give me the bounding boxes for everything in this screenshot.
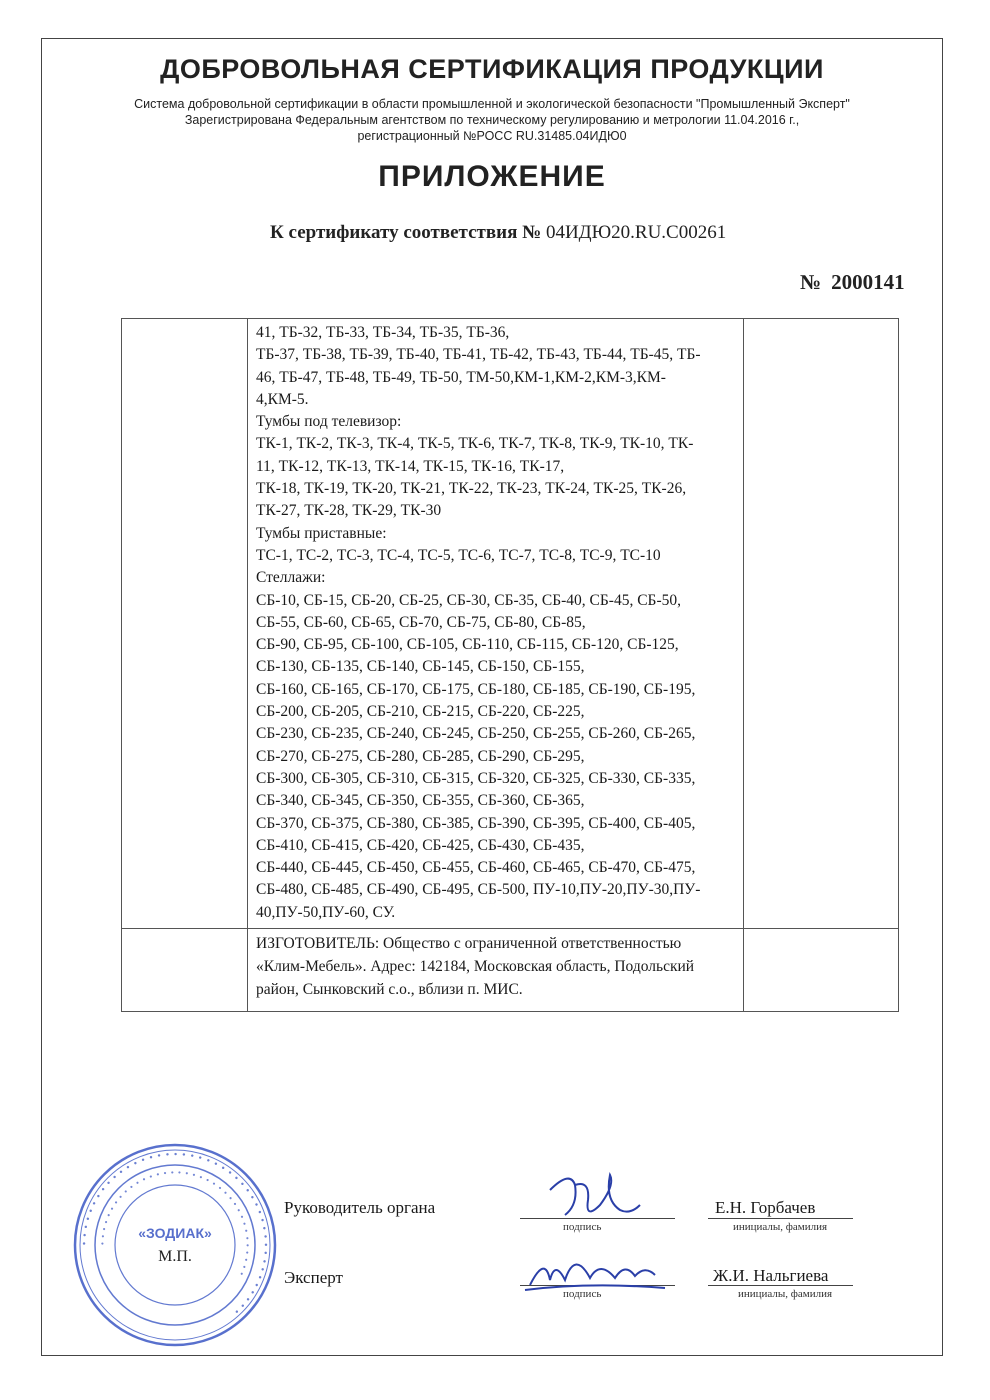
product-line: ТК-18, ТК-19, ТК-20, ТК-21, ТК-22, ТК-23, ТК-24, ТК-25, ТК-26, bbox=[256, 480, 687, 498]
product-line: СБ-440, СБ-445, СБ-450, СБ-455, СБ-460, СБ-465, СБ-470, СБ-475, bbox=[256, 859, 696, 877]
certificate-number: 04ИДЮ20.RU.С00261 bbox=[545, 222, 727, 243]
stamp-mp-label: М.П. bbox=[158, 1248, 192, 1265]
head-of-body-label: Руководитель органа bbox=[284, 1198, 436, 1217]
product-line: СБ-410, СБ-415, СБ-420, СБ-425, СБ-430, СБ-435, bbox=[256, 836, 585, 854]
table-divider-row bbox=[122, 928, 898, 929]
form-number-value: 2000141 bbox=[831, 270, 905, 294]
product-line: СБ-480, СБ-485, СБ-490, СБ-495, СБ-500, ПУ-10,ПУ-20,ПУ-30,ПУ- bbox=[256, 881, 701, 899]
system-line-3: регистрационный №РОСС RU.31485.04ИДЮ0 bbox=[357, 129, 627, 143]
manufacturer-line: район, Сынковский с.о., вблизи п. МИС. bbox=[256, 981, 523, 998]
products-list bbox=[256, 322, 746, 924]
product-line: ТС-1, ТС-2, ТС-3, ТС-4, ТС-5, ТС-6, ТС-7, ТС-8, ТС-9, ТС-10 bbox=[256, 546, 661, 564]
product-line: 40,ПУ-50,ПУ-60, СУ. bbox=[256, 903, 396, 921]
form-number bbox=[800, 270, 905, 295]
manufacturer-line: «Клим-Мебель». Адрес: 142184, Московская область, Подольский bbox=[256, 958, 695, 975]
manufacturer-info bbox=[256, 932, 746, 1001]
head-signature bbox=[530, 1160, 650, 1230]
product-line: СБ-90, СБ-95, СБ-100, СБ-105, СБ-110, СБ-115, СБ-120, СБ-125, bbox=[256, 636, 679, 654]
product-line: ТБ-37, ТБ-38, ТБ-39, ТБ-40, ТБ-41, ТБ-42, ТБ-43, ТБ-44, ТБ-45, ТБ- bbox=[256, 346, 701, 364]
product-line: ТК-1, ТК-2, ТК-3, ТК-4, ТК-5, ТК-6, ТК-7, ТК-8, ТК-9, ТК-10, ТК- bbox=[256, 435, 694, 453]
name-caption-head: инициалы, фамилия bbox=[733, 1221, 828, 1233]
product-line: СБ-200, СБ-205, СБ-210, СБ-215, СБ-220, СБ-225, bbox=[256, 703, 585, 721]
head-name: Е.Н. Горбачев bbox=[715, 1198, 816, 1217]
official-stamp bbox=[70, 1140, 280, 1350]
name-line-head bbox=[708, 1218, 853, 1219]
expert-label: Эксперт bbox=[284, 1268, 343, 1287]
product-line: ТК-27, ТК-28, ТК-29, ТК-30 bbox=[256, 502, 442, 520]
product-line: Тумбы под телевизор: bbox=[256, 413, 402, 431]
signature-caption-expert: подпись bbox=[563, 1288, 602, 1300]
product-line: СБ-370, СБ-375, СБ-380, СБ-385, СБ-390, СБ-395, СБ-400, СБ-405, bbox=[256, 814, 696, 832]
product-line: СБ-340, СБ-345, СБ-350, СБ-355, СБ-360, СБ-365, bbox=[256, 792, 585, 810]
product-line: СБ-160, СБ-165, СБ-170, СБ-175, СБ-180, СБ-185, СБ-190, СБ-195, bbox=[256, 680, 696, 698]
product-line: 11, ТК-12, ТК-13, ТК-14, ТК-15, ТК-16, ТК-17, bbox=[256, 457, 565, 475]
product-line: 4,КМ-5. bbox=[256, 390, 309, 408]
system-line-2: Зарегистрирована Федеральным агентством по техническому регулированию и метрологии 11.04.2016 г., bbox=[184, 113, 800, 127]
signature-caption-head: подпись bbox=[563, 1221, 602, 1233]
product-line: 46, ТБ-47, ТБ-48, ТБ-49, ТБ-50, ТМ-50,КМ-1,КМ-2,КМ-3,КМ- bbox=[256, 368, 666, 386]
expert-name: Ж.И. Нальгиева bbox=[713, 1266, 829, 1285]
system-line-1: Система добровольной сертификации в области промышленной и экологической безопасности "Промышленный Эксперт" bbox=[134, 97, 850, 111]
name-caption-expert: инициалы, фамилия bbox=[738, 1288, 833, 1300]
document-title: ДОБРОВОЛЬНАЯ СЕРТИФИКАЦИЯ ПРОДУКЦИИ bbox=[160, 54, 824, 84]
product-line: Стеллажи: bbox=[256, 569, 326, 587]
product-line: Тумбы приставные: bbox=[256, 524, 387, 542]
table-divider-left bbox=[247, 319, 248, 1011]
product-line: СБ-270, СБ-275, СБ-280, СБ-285, СБ-290, СБ-295, bbox=[256, 747, 585, 765]
product-line: СБ-300, СБ-305, СБ-310, СБ-315, СБ-320, СБ-325, СБ-330, СБ-335, bbox=[256, 769, 696, 787]
manufacturer-line: ИЗГОТОВИТЕЛЬ: Общество с ограниченной ответственностью bbox=[256, 935, 682, 952]
appendix-title: ПРИЛОЖЕНИЕ bbox=[378, 160, 606, 193]
product-line: 41, ТБ-32, ТБ-33, ТБ-34, ТБ-35, ТБ-36, bbox=[256, 324, 510, 341]
product-line: СБ-10, СБ-15, СБ-20, СБ-25, СБ-30, СБ-35, СБ-40, СБ-45, СБ-50, bbox=[256, 591, 681, 609]
form-number-label: № bbox=[800, 270, 822, 294]
product-line: СБ-55, СБ-60, СБ-65, СБ-70, СБ-75, СБ-80, СБ-85, bbox=[256, 613, 586, 631]
certificate-reference bbox=[270, 222, 726, 244]
svg-text:• • • • • • • • • • • • • • •: • • • • • • • • • • • • • • • • • • • • • • • • • • • • • • • • • • • • bbox=[97, 1167, 253, 1278]
svg-text:• • • • • • • • • • • • • • •: • • • • • • • • • • • • • • • • • • • • • • • • • • • • • • • • • • • • • • • • • • • • bbox=[78, 1148, 272, 1318]
product-line: СБ-230, СБ-235, СБ-240, СБ-245, СБ-250, СБ-255, СБ-260, СБ-265, bbox=[256, 725, 696, 743]
product-line: СБ-130, СБ-135, СБ-140, СБ-145, СБ-150, СБ-155, bbox=[256, 658, 585, 676]
certificate-label: К сертификату соответствия № bbox=[270, 222, 542, 243]
stamp-center-name: «ЗОДИАК» bbox=[138, 1225, 212, 1241]
